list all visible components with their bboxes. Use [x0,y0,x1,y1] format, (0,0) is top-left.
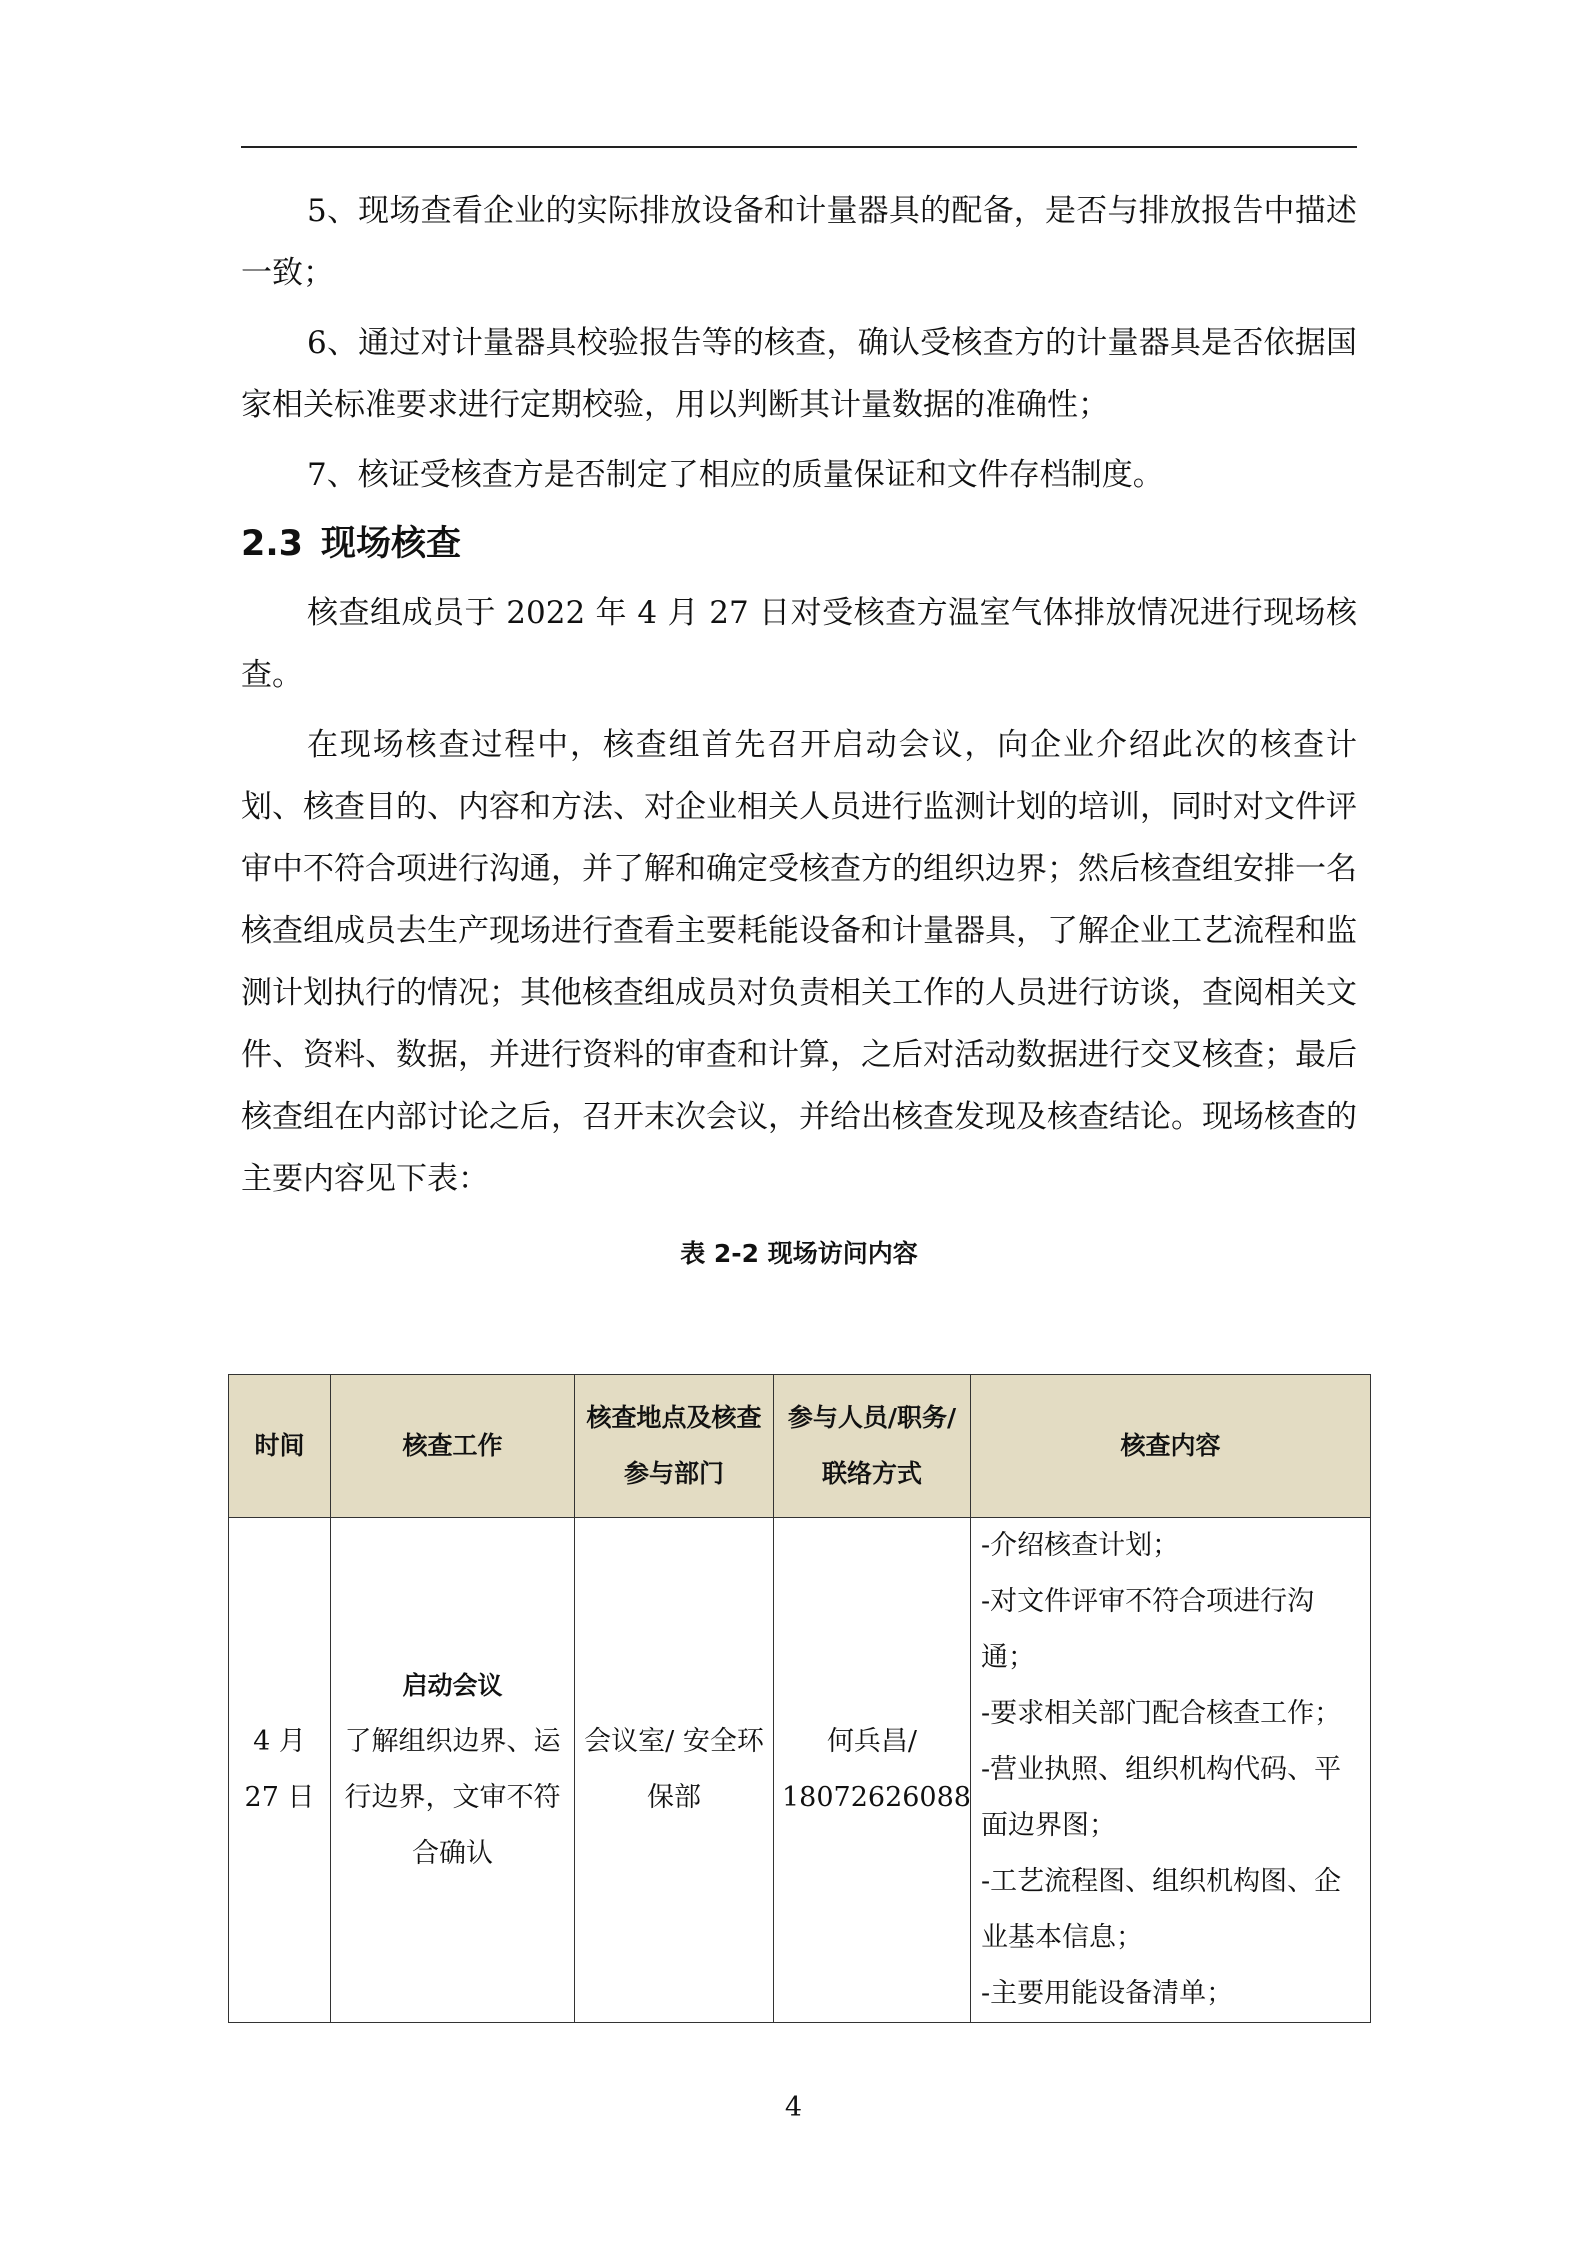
paragraph-item-5: 5、现场查看企业的实际排放设备和计量器具的配备，是否与排放报告中描述一致； [241,193,1357,291]
table-header-row [229,1375,1371,1518]
header-rule [241,146,1357,148]
section-number: 2.3 [241,524,304,564]
cell-personnel: 何兵昌/ 18072626088 [774,1518,971,2023]
content-item: -要求相关部门配合核查工作； [981,1698,1342,1729]
paragraph-item-7: 7、核证受核查方是否制定了相应的质量保证和文件存档制度。 [307,457,1164,493]
header-time: 时间 [229,1375,331,1518]
content-item: -营业执照、组织机构代码、平面边界图； [981,1754,1342,1841]
table-row [229,1518,1371,2023]
header-location: 核查地点及核查参与部门 [575,1375,774,1518]
header-content: 核查内容 [971,1375,1371,1518]
site-visit-table [228,1374,1371,2023]
paragraph-visit-date: 核查组成员于 2022 年 4 月 27 日对受核查方温室气体排放情况进行现场核查。 [241,595,1357,693]
header-work: 核查工作 [331,1375,575,1518]
cell-work [331,1518,575,2023]
paragraph-process: 在现场核查过程中，核查组首先召开启动会议，向企业介绍此次的核查计划、核查目的、内容和方法、对企业相关人员进行监测计划的培训，同时对文件评审中不符合项进行沟通，并了解和确定受核查方的组织边界；然后核查组安排一名核查组成员去生产现场进行查看主要耗能设备和计量器具，了解企业工艺流程和监测计划执行的情况；其他核查组成员对负责相关工作的人员进行访谈，查阅相关文件、资料、数据，并进行资料的审查和计算，之后对活动数据进行交叉核查；最后核查组在内部讨论之后，召开末次会议，并给出核查发现及核查结论。现场核查的主要内容见下表： [241,727,1357,1197]
activity-description: 了解组织边界、运行边界，文审不符合确认 [344,1726,561,1869]
table-caption: 表 2-2 现场访问内容 [680,1239,918,1268]
content-item: -工艺流程图、组织机构图、企业基本信息； [981,1866,1342,1953]
cell-location: 会议室/ 安全环保部 [575,1518,774,2023]
document-body [241,180,1357,1296]
activity-title: 启动会议 [402,1671,503,1700]
content-item: -主要用能设备清单； [981,1978,1234,2009]
section-heading [241,514,1357,574]
cell-content [971,1518,1371,2023]
page-number: 4 [784,2092,803,2123]
content-item: -对文件评审不符合项进行沟通； [981,1586,1315,1673]
cell-time: 4 月 27 日 [229,1518,331,2023]
paragraph-item-6: 6、通过对计量器具校验报告等的核查，确认受核查方的计量器具是否依据国家相关标准要求进行定期校验，用以判断其计量数据的准确性； [241,325,1357,423]
header-personnel: 参与人员/职务/联络方式 [774,1375,971,1518]
section-title: 现场核查 [321,524,462,564]
content-item: -介绍核查计划； [981,1530,1180,1561]
